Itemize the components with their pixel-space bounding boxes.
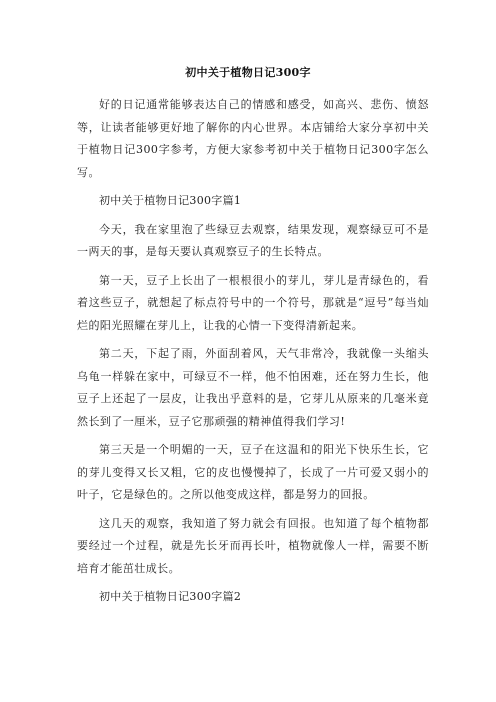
- document-title: 初中关于植物日记300字: [185, 66, 311, 79]
- document-body: [77, 94, 429, 615]
- section-1-heading: 初中关于植物日记300字篇1: [99, 194, 242, 207]
- section-1-paragraph-4: 第三天是一个明媚的一天，豆子在这温和的阳光下快乐生长，它的芽儿变得又长又粗，它的皮也慢慢掉了，长成了一片可爱又弱小的叶子，它是绿色的。之所以他变成这样，都是努力的回报。: [77, 443, 429, 501]
- section-2-heading: 初中关于植物日记300字篇2: [99, 590, 242, 603]
- section-1-paragraph-2: 第一天，豆子上长出了一根根很小的芽儿，芽儿是青绿色的，看着这些豆子，就想起了标点符号中的一个符号，那就是“逗号”每当灿烂的阳光照耀在芽儿上，让我的心情一下变得清新起来。: [77, 273, 429, 332]
- section-1-paragraph-5: 这几天的观察，我知道了努力就会有回报。也知道了每个植物都要经过一个过程，就是先长牙而再长叶，植物就像人一样，需要不断培育才能茁壮成长。: [77, 516, 429, 575]
- intro-paragraph: 好的日记通常能够表达自己的情感和感受，如高兴、悲伤、愤怒等，让读者能够更好地了解你的内心世界。本店铺给大家分享初中关于植物日记300字参考，方便大家参考初中关于植物日记300字怎么写。: [77, 98, 429, 179]
- section-1-paragraph-1: 今天，我在家里泡了些绿豆去观察，结果发现，观察绿豆可不是一两天的事，是每天要认真观察豆子的生长特点。: [77, 222, 429, 258]
- section-1-paragraph-3: 第二天，下起了雨，外面刮着风，天气非常冷，我就像一头缩头乌龟一样躲在家中，可绿豆不一样，他不怕困难，还在努力生长，他豆子上还起了一层皮，让我出乎意料的是，它芽儿从原来的几毫米竟然长到了一厘米，豆子它那顽强的精神值得我们学习!: [77, 347, 429, 428]
